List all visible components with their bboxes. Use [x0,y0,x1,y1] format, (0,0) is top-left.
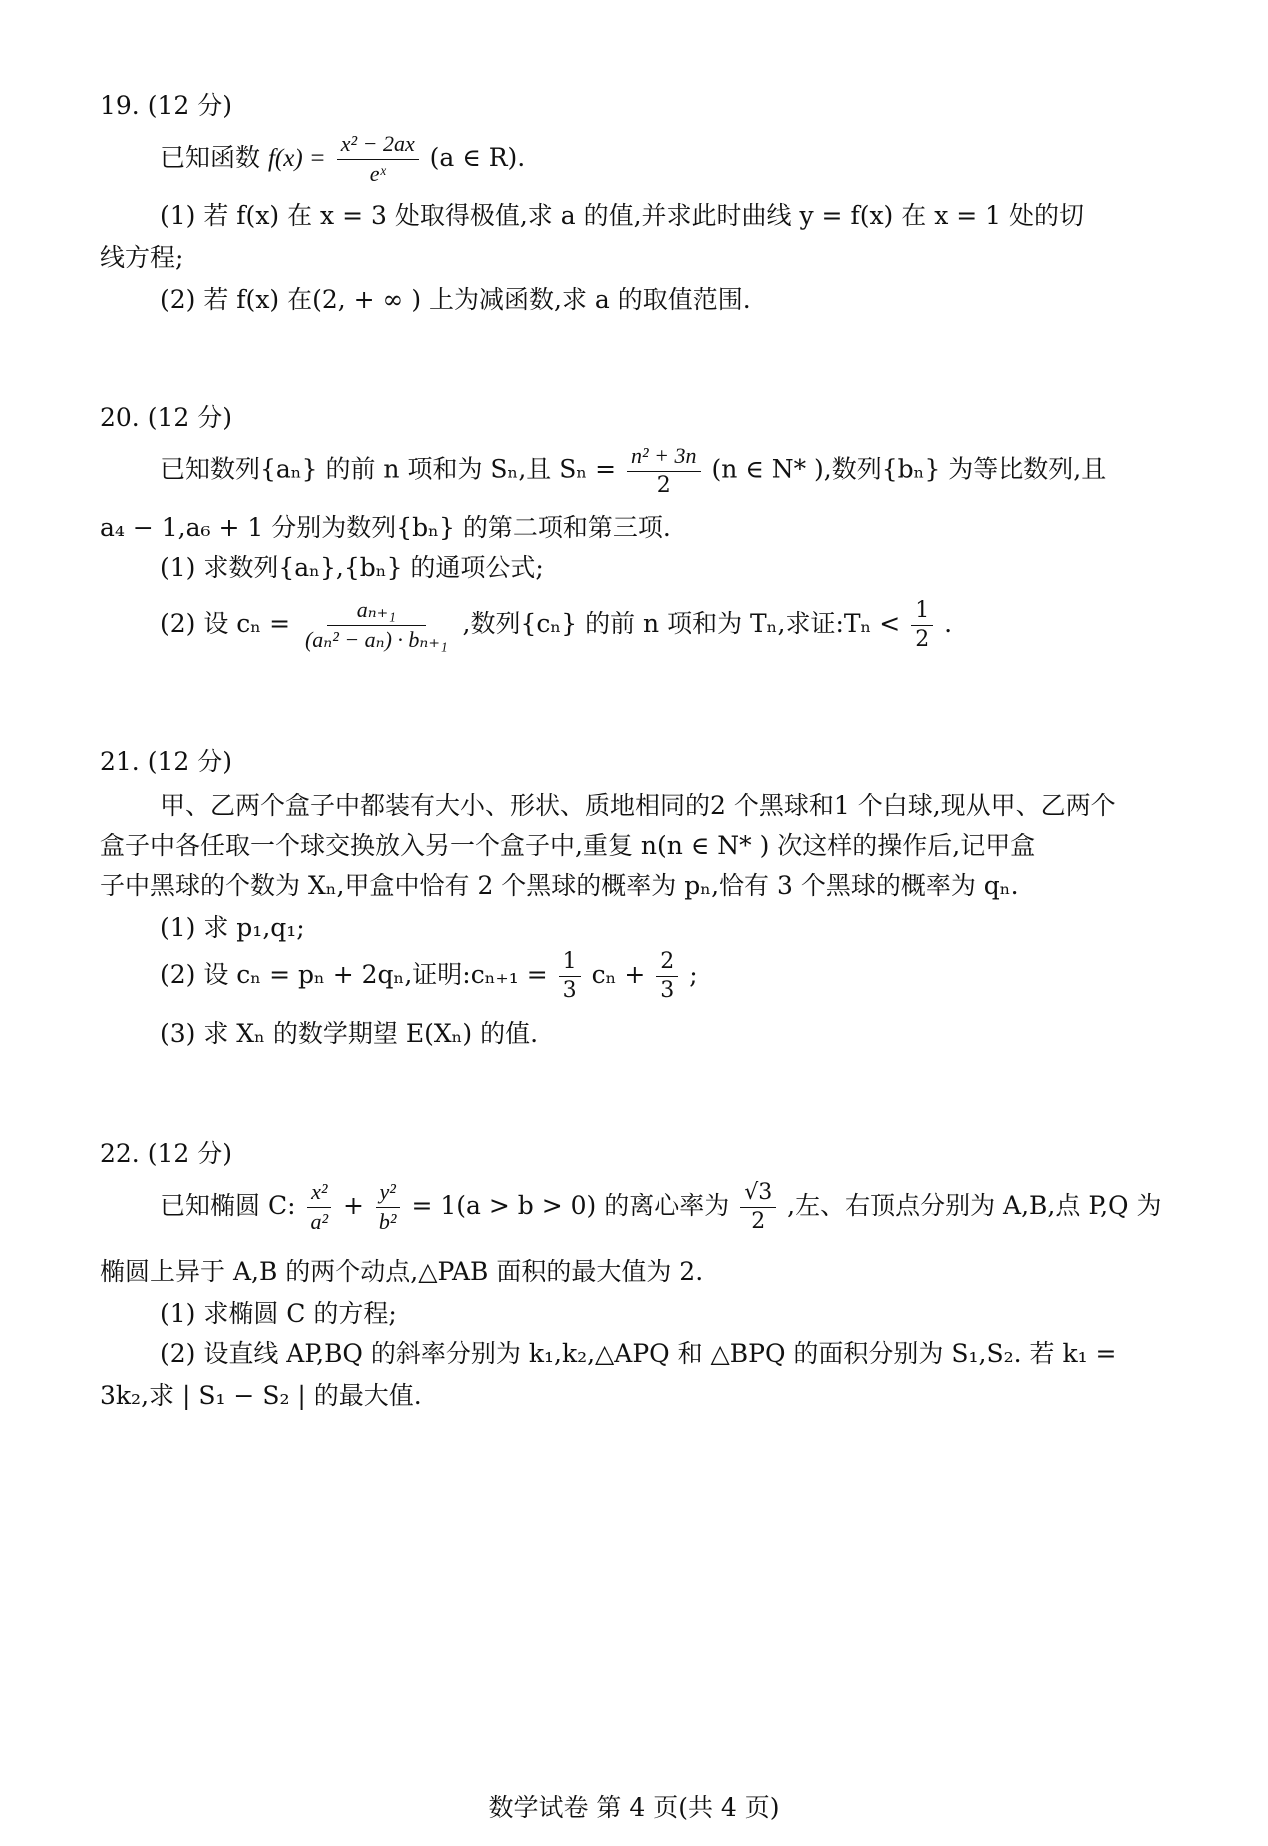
q19-intro: 已知函数 f(x) = $\frac{\text{x² − 2ax}}{\text{eˣ}}$ (a ∈ R). [160,131,526,187]
q20-intro-cont: a₄ − 1,a₆ + 1 分别为数列{bₙ} 的第二项和第三项. [100,513,671,542]
q22-fraction-e: $\frac{√3}{2}$ [740,1181,776,1234]
q19-part2: (2) 若 f(x) 在(2, + ∞ ) 上为减函数,求 a 的取值范围. [160,285,751,314]
q22-fraction-x: $\frac{\text{x²}}{\text{a²}}$ [306,1180,332,1235]
q22-intro: 已知椭圆 C: $\frac{\text{x²}}{\text{a²}}$ + $\frac{\text{y²}}{\text{b²}}$ = 1(a > b > 0) 的离心率为 $\frac{√3}{2}$ ,左、右顶点分别为 A,B,点 P,Q 为 [160,1179,1162,1235]
q22-part2-cont: 3k₂,求 | S₁ − S₂ | 的最大值. [100,1381,422,1410]
q21-line3: 子中黑球的个数为 Xₙ,甲盒中恰有 2 个黑球的概率为 pₙ,恰有 3 个黑球的概率为 qₙ. [100,871,1019,900]
q19-heading: 19. (12 分) [100,91,232,120]
q21-part1: (1) 求 p₁,q₁; [160,913,305,942]
q20-intro: 已知数列{aₙ} 的前 n 项和为 Sₙ,且 Sₙ = $\frac{\text{n² + 3n}}{2}$ (n ∈ N* ),数列{bₙ} 为等比数列,且 [160,443,1107,499]
q21-line2: 盒子中各任取一个球交换放入另一个盒子中,重复 n(n ∈ N* ) 次这样的操作后,记甲盒 [100,831,1036,860]
page-footer: 数学试卷 第 4 页(共 4 页) [488,1793,780,1822]
q20-fraction: $\frac{\text{n² + 3n}}{2}$ [627,444,700,498]
q19-part1-cont: 线方程; [100,243,184,272]
q19-fraction: $\frac{\text{x² − 2ax}}{\text{eˣ}}$ [337,132,419,187]
q21-fraction-1: $\frac{1}{3}$ [559,950,581,1003]
q22-fraction-y: $\frac{\text{y²}}{\text{b²}}$ [375,1180,401,1235]
q21-heading: 21. (12 分) [100,747,232,776]
q22-part2: (2) 设直线 AP,BQ 的斜率分别为 k₁,k₂,△APQ 和 △BPQ 的面积分别为 S₁,S₂. 若 k₁ = [160,1339,1117,1368]
q21-part2: (2) 设 cₙ = pₙ + 2qₙ,证明:cₙ₊₁ = $\frac{1}{3}$ cₙ + $\frac{2}{3}$ ; [160,949,698,1004]
q22-part1: (1) 求椭圆 C 的方程; [160,1299,397,1328]
q20-heading: 20. (12 分) [100,403,232,432]
q20-part1: (1) 求数列{aₙ},{bₙ} 的通项公式; [160,553,544,582]
q20-cn-fraction: $\frac{\text{aₙ₊₁}}{\text{(aₙ² − aₙ) · bₙ₊₁}}$ [304,597,448,653]
q20-part2: (2) 设 cₙ = $\frac{\text{aₙ₊₁}}{\text{(aₙ² − aₙ) · bₙ₊₁}}$ ,数列{cₙ} 的前 n 项和为 Tₙ,求证:Tₙ < $\frac{1}{2}$ . [160,597,953,653]
q22-heading: 22. (12 分) [100,1139,232,1168]
q21-fraction-2: $\frac{2}{3}$ [656,950,678,1003]
q21-line1: 甲、乙两个盒子中都装有大小、形状、质地相同的2 个黑球和1 个白球,现从甲、乙两个 [160,791,1116,820]
q20-half-fraction: $\frac{1}{2}$ [911,599,933,652]
q19-part1: (1) 若 f(x) 在 x = 3 处取得极值,求 a 的值,并求此时曲线 y = f(x) 在 x = 1 处的切 [160,201,1085,230]
q21-part3: (3) 求 Xₙ 的数学期望 E(Xₙ) 的值. [160,1019,539,1048]
q22-intro-cont: 椭圆上异于 A,B 的两个动点,△PAB 面积的最大值为 2. [100,1257,704,1286]
